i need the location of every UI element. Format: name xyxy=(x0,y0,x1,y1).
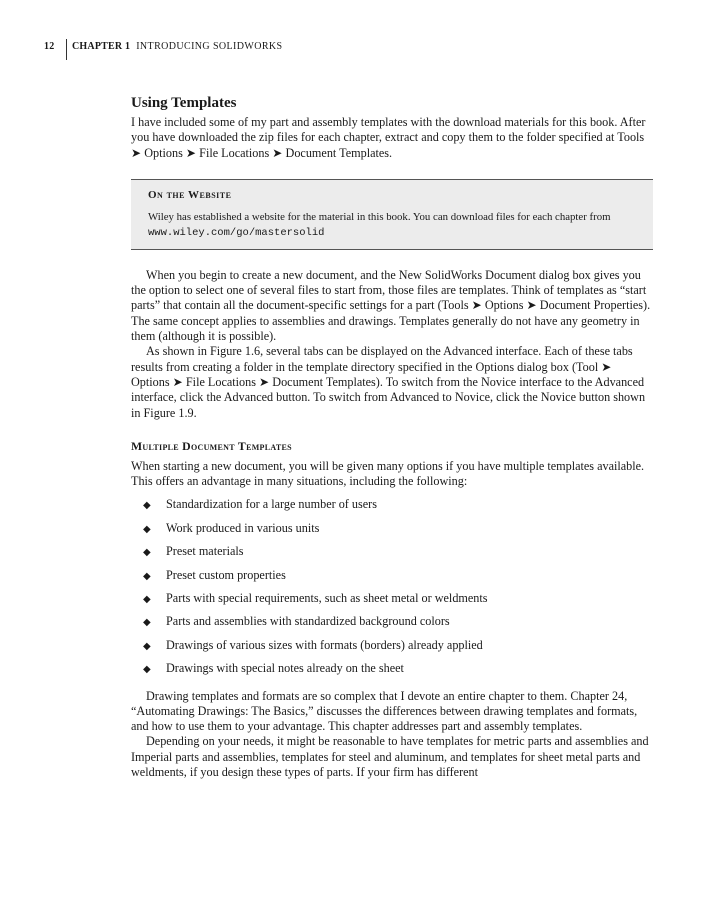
list-item: ◆ Work produced in various units xyxy=(131,521,653,544)
body-paragraph: As shown in Figure 1.6, several tabs can be displayed on the Advanced interface. Each of these tabs results from creating a folder in the template directory specified in the Options dialog box (Tool ➤ Options ➤ File Locations ➤ Document Templates). To switch from the Novice interface to the Advanced interface, click the Advanced button. To switch from Advanced to Novice, click the Novice button shown in Figure 1.9. xyxy=(131,344,646,420)
subsection-intro: When starting a new document, you will be given many options if you have multiple templates available. This offers an advantage in many situations, including the following: xyxy=(131,458,645,489)
diamond-bullet-icon: ◆ xyxy=(143,500,151,512)
section-heading: Using Templates xyxy=(131,95,237,111)
sidebar-sentence: Wiley has established a website for the material in this book. You can download files for each chapter from xyxy=(148,210,611,223)
diamond-bullet-icon: ◆ xyxy=(143,664,151,676)
sidebar-title: On the Website xyxy=(148,188,232,201)
chapter-title: INTRODUCING SOLIDWORKS xyxy=(136,41,283,52)
diamond-bullet-icon: ◆ xyxy=(143,547,151,559)
list-item: ◆ Preset custom properties xyxy=(131,568,653,591)
subsection-heading: Multiple Document Templates xyxy=(131,438,292,453)
page-content xyxy=(131,94,653,780)
list-item: ◆ Parts with special requirements, such as sheet metal or weldments xyxy=(131,591,653,614)
running-head xyxy=(44,41,283,61)
section-intro: I have included some of my part and assembly templates with the download materials for this book. After you have downloaded the zip files for each chapter, extract and copy them to the folder specified at Tools ➤ Options ➤ File Locations ➤ Document Templates. xyxy=(131,115,646,160)
list-item: ◆ Drawings of various sizes with formats (borders) already applied xyxy=(131,638,653,661)
bullet-list xyxy=(131,497,653,684)
list-item: ◆ Drawings with special notes already on the sheet xyxy=(131,661,653,684)
website-sidebar xyxy=(131,179,653,250)
website-link[interactable]: www.wiley.com/go/mastersolid xyxy=(148,226,325,239)
header-divider xyxy=(66,39,67,60)
chapter-label: CHAPTER 1 xyxy=(72,41,131,52)
diamond-bullet-icon: ◆ xyxy=(143,640,151,652)
sidebar-text xyxy=(148,210,641,241)
list-item: ◆ Parts and assemblies with standardized background colors xyxy=(131,614,653,637)
body-paragraph: When you begin to create a new document, and the New SolidWorks Document dialog box gives you the option to select one of several files to start from, those files are templates. Think of templates as “start parts” that contain all the document-specific settings for a part (Tools ➤ Options ➤ Document Properties). The same concept applies to assemblies and drawings. Templates generally do not have any geometry in them (although it is possible). xyxy=(131,267,651,344)
body-paragraph: Depending on your needs, it might be reasonable to have templates for metric parts and assemblies and Imperial parts and assemblies, templates for steel and aluminum, and templates for sheet metal parts and weldments, if you design these types of parts. If your firm has different xyxy=(131,734,649,780)
diamond-bullet-icon: ◆ xyxy=(143,594,151,606)
diamond-bullet-icon: ◆ xyxy=(143,570,151,582)
body-paragraph: Drawing templates and formats are so complex that I devote an entire chapter to them. Chapter 24, “Automating Drawings: The Basics,” discusses the differences between drawing templates and formats, and how to use them to your advantage. This chapter addresses part and assembly templates. xyxy=(131,688,638,734)
page-number: 12 xyxy=(44,41,55,52)
list-item: ◆ Standardization for a large number of users xyxy=(131,497,653,520)
diamond-bullet-icon: ◆ xyxy=(143,523,151,535)
diamond-bullet-icon: ◆ xyxy=(143,617,151,629)
list-item: ◆ Preset materials xyxy=(131,544,653,567)
